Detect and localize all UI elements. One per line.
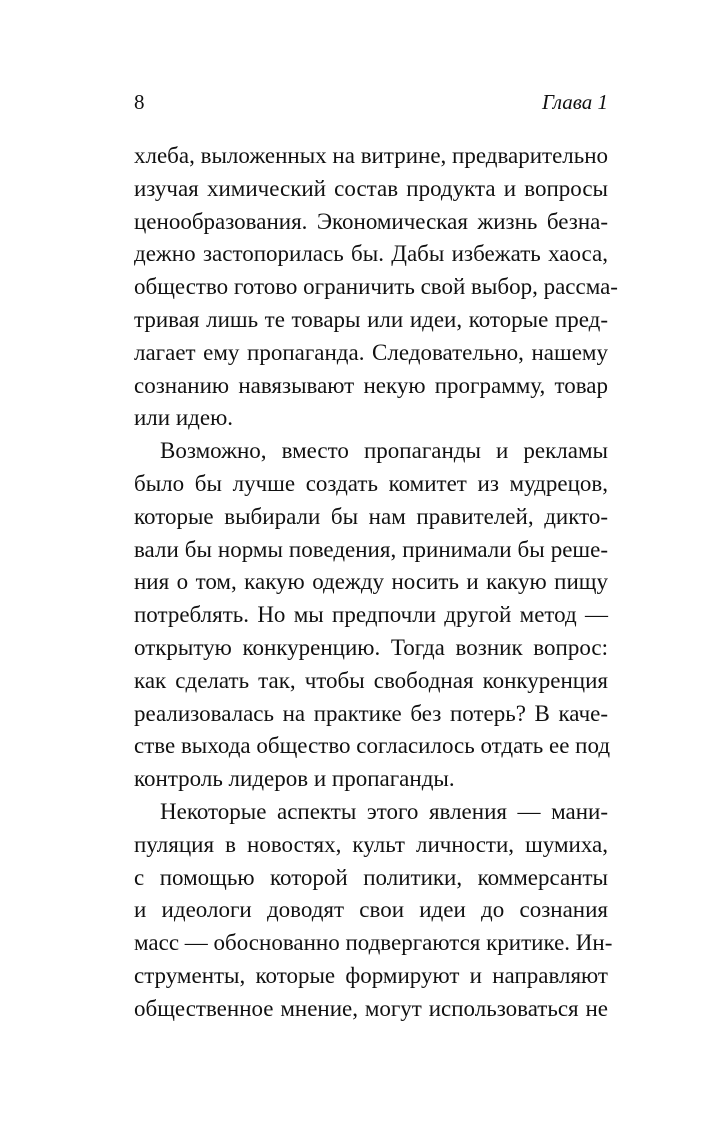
text-line: потреблять. Но мы предпочли другой метод — xyxy=(134,602,608,628)
running-head-chapter: Глава 1 xyxy=(542,90,608,114)
text-line: дежно застопорилась бы. Дабы избежать хаоса, xyxy=(134,241,608,267)
text-line: общество готово ограничить свой выбор, рассма- xyxy=(134,274,618,300)
text-line: которые выбирали бы нам правителей, дикто- xyxy=(134,503,608,529)
text-line: вали бы нормы поведения, принимали бы реше- xyxy=(134,536,608,562)
text-line: стве выхода общество согласилось отдать ее под xyxy=(134,733,611,759)
text-line: ценообразования. Экономическая жизнь безна- xyxy=(134,208,608,234)
page-number: 8 xyxy=(134,90,145,114)
text-line: хлеба, выложенных на витрине, предварительно xyxy=(134,143,609,168)
text-line: открытую конкуренцию. Тогда возник вопрос: xyxy=(134,634,608,660)
text-line: сознанию навязывают некую программу, товар xyxy=(134,372,608,398)
text-line: или идею. xyxy=(134,405,233,431)
text-line: ния о том, какую одежду носить и какую пищу xyxy=(134,569,608,595)
text-line: лагает ему пропаганда. Следовательно, нашему xyxy=(134,339,608,365)
text-line: Некоторые аспекты этого явления — мани- xyxy=(160,798,608,824)
text-line: тривая лишь те товары или идеи, которые пред- xyxy=(134,306,608,332)
text-line: Возможно, вместо пропаганды и рекламы xyxy=(160,438,608,464)
text-line: было бы лучше создать комитет из мудрецов, xyxy=(134,470,608,496)
text-line: общественное мнение, могут использоваться не xyxy=(134,995,608,1021)
text-line: как сделать так, чтобы свободная конкуренция xyxy=(134,667,608,693)
text-line: и идеологи доводят свои идеи до сознания xyxy=(134,897,608,923)
text-line: пуляция в новостях, культ личности, шумиха, xyxy=(134,831,608,857)
text-line: реализовалась на практике без потерь? В каче- xyxy=(134,700,608,726)
text-line: с помощью которой политики, коммерсанты xyxy=(134,864,608,890)
text-line: масс — обоснованно подвергаются критике. Ин- xyxy=(134,930,613,956)
body-text xyxy=(134,140,618,1026)
text-line: изучая химический состав продукта и вопросы xyxy=(134,175,608,201)
text-line: струменты, которые формируют и направляют xyxy=(134,962,608,988)
page-header xyxy=(134,90,608,120)
text-line: контроль лидеров и пропаганды. xyxy=(134,766,455,792)
